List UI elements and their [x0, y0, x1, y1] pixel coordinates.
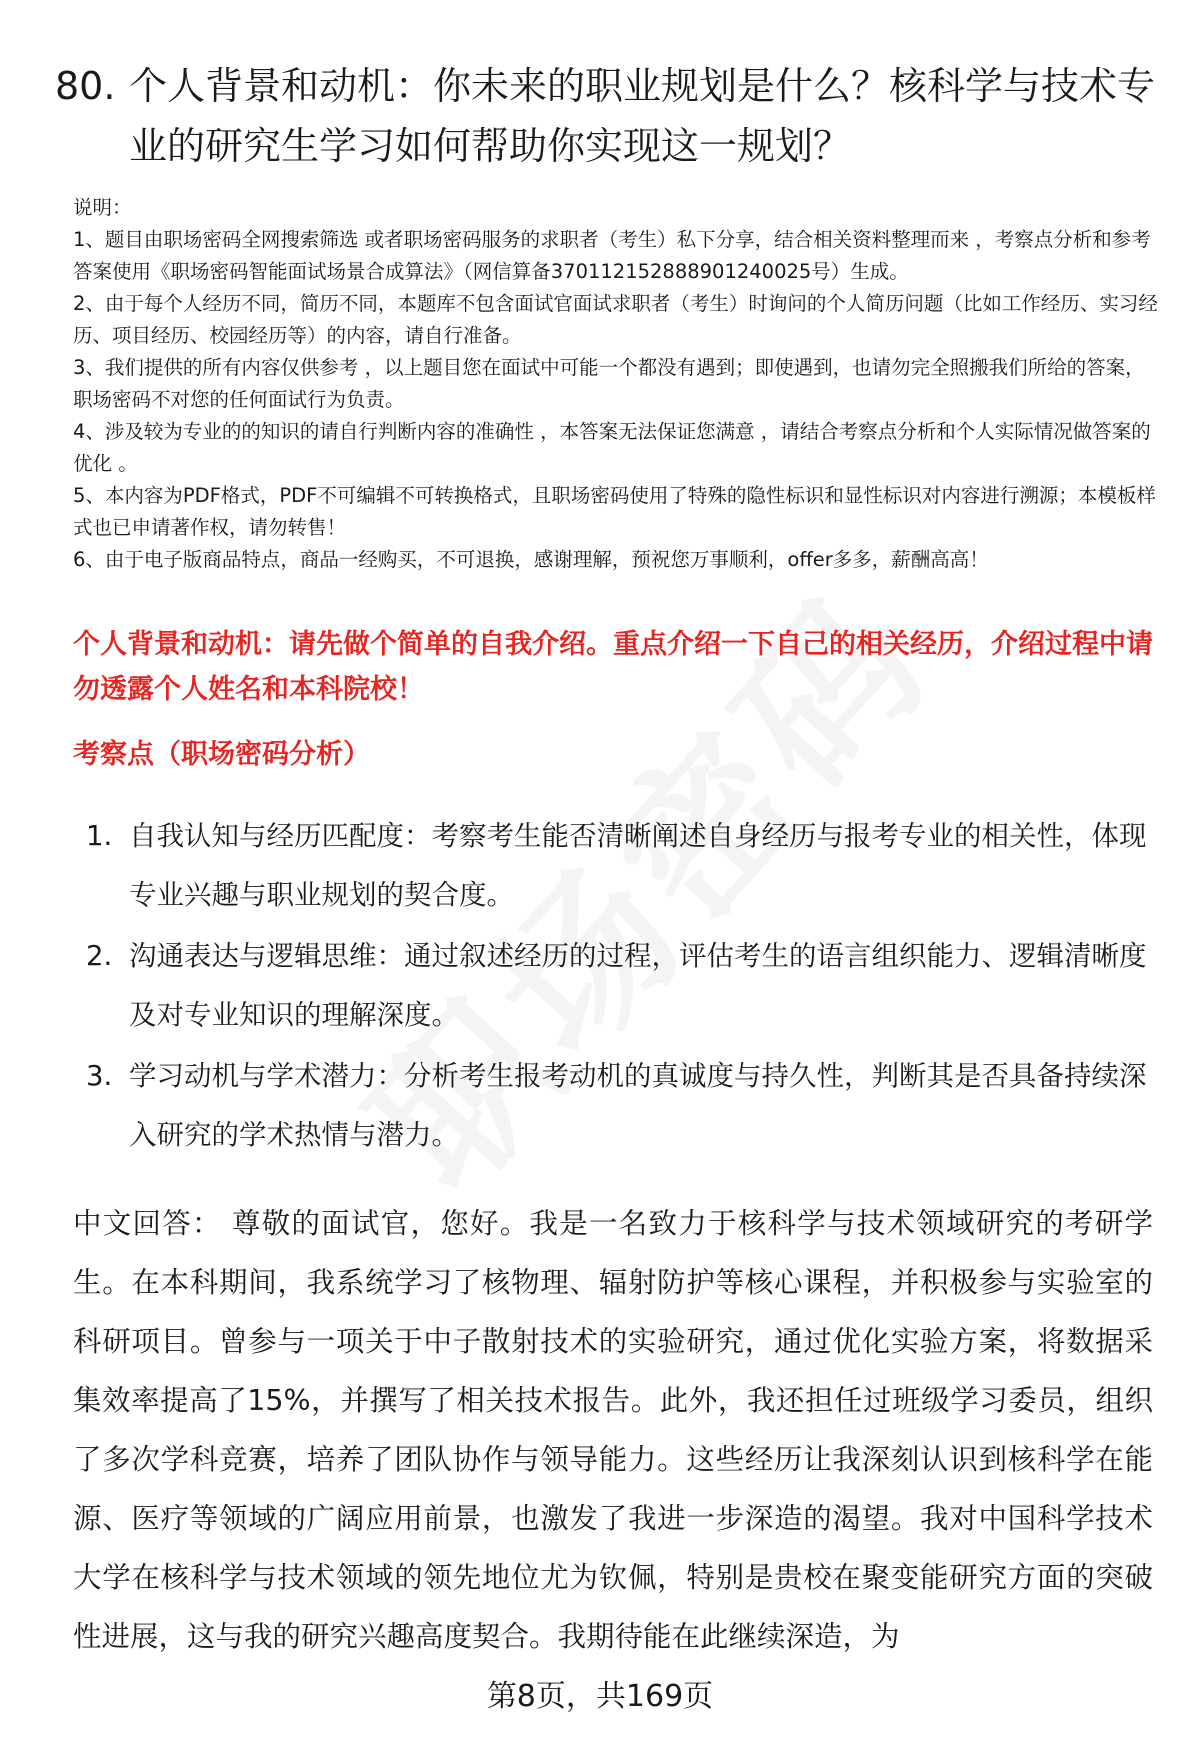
notes-heading: 说明： — [73, 196, 132, 219]
note-item: 5、本内容为PDF格式，PDF不可编辑不可转换格式，且职场密码使用了特殊的隐性标识和显性标识对内容进行溯源；本模板样式也已申请著作权，请勿转售！ — [73, 484, 1156, 539]
note-item: 6、由于电子版商品特点，商品一经购买，不可退换，感谢理解，预祝您万事顺利，offer多多，薪酬高高！ — [73, 548, 989, 571]
analysis-point — [80, 807, 1150, 925]
page-number: 第8页，共169页 — [486, 1679, 714, 1714]
point-text: 沟通表达与逻辑思维：通过叙述经历的过程，评估考生的语言组织能力、逻辑清晰度及对专业知识的理解深度。 — [129, 940, 1147, 1031]
point-number: 2. — [86, 940, 113, 972]
point-number: 3. — [86, 1060, 113, 1092]
note-item: 3、我们提供的所有内容仅供参考 ，以上题目您在面试中可能一个都没有遇到；即使遇到，也请勿完全照搬我们所给的答案，职场密码不对您的任何面试行为负责。 — [73, 356, 1145, 411]
question-number: 80. — [55, 64, 116, 108]
highlight-question: 个人背景和动机：请先做个简单的自我介绍。重点介绍一下自己的相关经历，介绍过程中请勿透露个人姓名和本科院校！ — [73, 629, 1153, 705]
analysis-point — [80, 927, 1150, 1045]
note-item: 2、由于每个人经历不同，简历不同，本题库不包含面试官面试求职者（考生）时询问的个人简历问题（比如工作经历、实习经历、项目经历、校园经历等）的内容，请自行准备。 — [73, 292, 1158, 347]
answer-label: 中文回答： — [73, 1207, 222, 1240]
answer-text: 尊敬的面试官，您好。我是一名致力于核科学与技术领域研究的考研学生。在本科期间，我系统学习了核物理、辐射防护等核心课程，并积极参与实验室的科研项目。曾参与一项关于中子散射技术的实验研究，通过优化实验方案，将数据采集效率提高了15%，并撰写了相关技术报告。此外，我还担任过班级学习委员，组织了多次学科竞赛，培养了团队协作与领导能力。这些经历让我深刻认识到核科学在能源、医疗等领域的广阔应用前景，也激发了我进一步深造的渴望。我对中国科学技术大学在核科学与技术领域的领先地位尤为钦佩，特别是贵校在聚变能研究方面的突破性进展，这与我的研究兴趣高度契合。我期待能在此继续深造，为 — [73, 1207, 1153, 1653]
note-item: 4、涉及较为专业的的知识的请自行判断内容的准确性 ，本答案无法保证您满意 ，请结合考察点分析和个人实际情况做答案的优化 。 — [73, 420, 1151, 475]
notes-section — [73, 192, 1158, 576]
point-number: 1. — [86, 820, 113, 852]
analysis-heading: 考察点（职场密码分析） — [73, 739, 370, 770]
analysis-points — [80, 807, 1150, 1167]
answer-paragraph — [73, 1194, 1153, 1666]
analysis-point — [80, 1047, 1150, 1165]
point-text: 学习动机与学术潜力：分析考生报考动机的真诚度与持久性，判断其是否具备持续深入研究的学术热情与潜力。 — [129, 1060, 1147, 1151]
question-text: 个人背景和动机：你未来的职业规划是什么？核科学与技术专业的研究生学习如何帮助你实现这一规划？ — [129, 64, 1156, 168]
point-text: 自我认知与经历匹配度：考察考生能否清晰阐述自身经历与报考专业的相关性，体现专业兴趣与职业规划的契合度。 — [129, 820, 1147, 911]
note-item: 1、题目由职场密码全网搜索筛选 或者职场密码服务的求职者（考生）私下分享，结合相关资料整理而来 ，考察点分析和参考答案使用《职场密码智能面试场景合成算法》（网信算备370112152888901240025号）生成。 — [73, 228, 1151, 283]
question-title — [55, 56, 1155, 176]
